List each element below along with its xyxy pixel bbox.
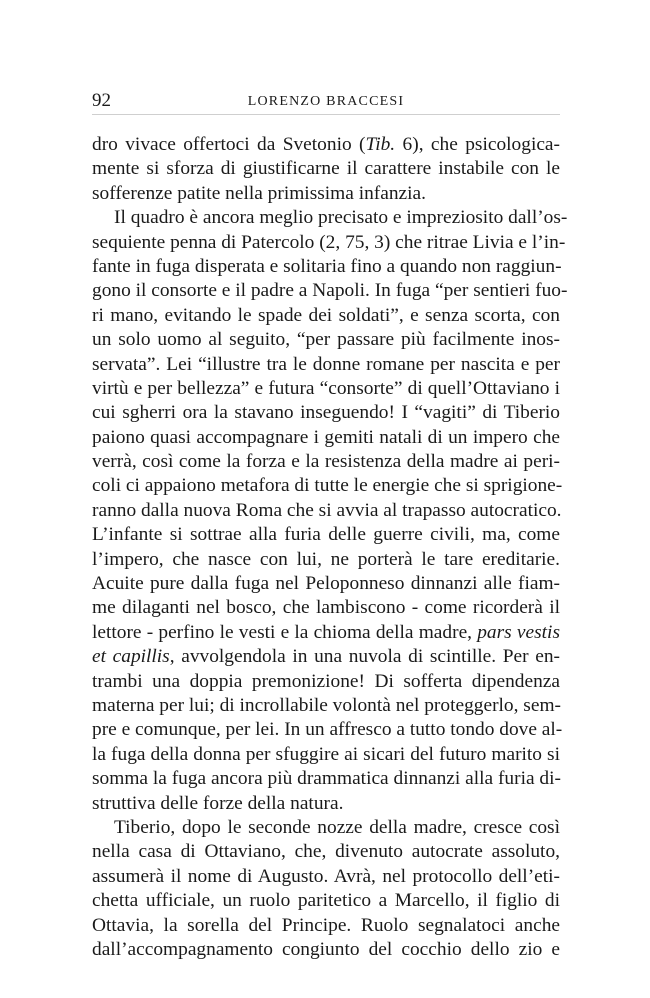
header-rule [92, 114, 560, 115]
text-run: struttiva delle forze della natura. [92, 792, 344, 814]
paragraph [92, 816, 560, 962]
text-run: ri mano, evitando le spade dei soldati”, e senza scorta, con [92, 304, 560, 326]
text-line [92, 743, 560, 767]
text-run: virtù e per bellezza” e futura “consorte” di quell’Ottaviano i [92, 377, 560, 399]
text-run: Ottavia, la sorella del Principe. Ruolo segnalatoci anche [92, 914, 560, 936]
text-run: verrà, così come la forza e la resistenza della madre ai peri- [92, 451, 560, 473]
text-line [92, 767, 560, 791]
text-line [92, 401, 560, 425]
text-run: , avvolgendola in una nuvola di scintille. Per en- [169, 646, 560, 668]
text-run: cui sgherri ora la stavano inseguendo! I “vagiti” di Tiberio [92, 402, 560, 424]
running-header [92, 90, 560, 112]
text-line [92, 548, 560, 572]
text-line [92, 621, 560, 645]
text-run: l’impero, che nasce con lui, ne porterà le tare ereditarie. [92, 548, 560, 570]
text-line [92, 328, 560, 352]
text-line [92, 426, 560, 450]
text-run: la fuga della donna per sfuggire ai sicari del futuro marito si [92, 743, 560, 765]
running-header-author: LORENZO BRACCESI [247, 94, 405, 109]
text-run: L’infante si sottrae alla furia delle guerre civili, ma, come [92, 524, 560, 546]
text-line [92, 596, 560, 620]
text-line [92, 377, 560, 401]
text-run: nella casa di Ottaviano, che, divenuto autocrate assoluto, [92, 841, 560, 863]
italic-text: et capillis [92, 646, 170, 668]
text-line [92, 865, 560, 889]
text-line [92, 572, 560, 596]
text-line [92, 792, 560, 816]
text-line [92, 816, 560, 840]
text-run: materna per lui; di incrollabile volontà nel proteggerlo, sem- [92, 694, 561, 716]
text-line [92, 279, 568, 303]
text-run: Il quadro è ancora meglio precisato e impreziosito dall’os- [114, 207, 568, 229]
page-number: 92 [92, 90, 111, 111]
text-run: un solo uomo al seguito, “per passare più facilmente inos- [92, 329, 560, 351]
text-line [92, 182, 560, 206]
text-line [92, 231, 566, 255]
text-run: dall’accompagnamento congiunto del cocchio dello zio e [92, 938, 560, 960]
text-line [92, 206, 568, 230]
text-line [92, 840, 560, 864]
text-run: gono il consorte e il padre a Napoli. In fuga “per sentieri fuo- [92, 280, 568, 302]
text-run: lettore - perfino le vesti e la chioma della madre, [92, 621, 478, 643]
text-line [92, 353, 560, 377]
text-run: paiono quasi accompagnare i gemiti natali di un impero che [92, 426, 560, 448]
text-line [92, 255, 560, 279]
body-text [92, 133, 568, 962]
text-line [92, 304, 560, 328]
text-run: Tiberio, dopo le seconde nozze della madre, cresce così [114, 816, 560, 838]
italic-text: pars vestis [477, 621, 560, 643]
text-line [92, 694, 560, 718]
text-line [92, 938, 560, 962]
text-run: fante in fuga disperata e solitaria fino a quando non raggiun- [92, 255, 562, 277]
text-run: assumerà il nome di Augusto. Avrà, nel protocollo dell’eti- [92, 865, 560, 887]
paragraph [92, 133, 560, 206]
text-line [92, 450, 560, 474]
text-run: Acuite pure dalla fuga nel Peloponneso dinnanzi alle fiam- [92, 573, 560, 595]
text-run: somma la fuga ancora più drammatica dinnanzi alla furia di- [92, 768, 561, 790]
text-run: chetta ufficiale, un ruolo paritetico a Marcello, il figlio di [92, 890, 560, 912]
text-run: mente si sforza di giustificarne il carattere instabile con le [92, 158, 560, 180]
text-run: trambi una doppia premonizione! Di sofferta dipendenza [92, 670, 560, 692]
text-run: sofferenze patite nella primissima infanzia. [92, 182, 426, 204]
text-run: dro vivace offertoci da Svetonio ( [92, 134, 366, 155]
text-line [92, 670, 560, 694]
text-run: servata”. Lei “illustre tra le donne romane per nascita e per [92, 353, 560, 375]
text-run: ranno dalla nuova Roma che si avvia al trapasso autocratico. [92, 499, 562, 521]
text-line [92, 523, 560, 547]
text-line [92, 718, 563, 742]
text-line [92, 889, 560, 913]
text-run: me dilaganti nel bosco, che lambiscono - come ricorderà il [92, 597, 560, 619]
text-line [92, 499, 560, 523]
text-line [92, 474, 563, 498]
text-run: sequiente penna di Patercolo (2, 75, 3) che ritrae Livia e l’in- [92, 231, 566, 253]
text-run: pre e comunque, per lei. In un affresco a tutto tondo dove al- [92, 719, 563, 741]
paragraph [92, 206, 568, 816]
text-line [92, 645, 560, 669]
text-line [92, 157, 560, 181]
text-line [92, 914, 560, 938]
text-run: coli ci appaiono metafora di tutte le energie che si sprigione- [92, 475, 563, 497]
text-run: 6), che psicologica- [395, 134, 560, 155]
italic-text: Tib. [365, 134, 396, 155]
text-line [92, 133, 560, 157]
